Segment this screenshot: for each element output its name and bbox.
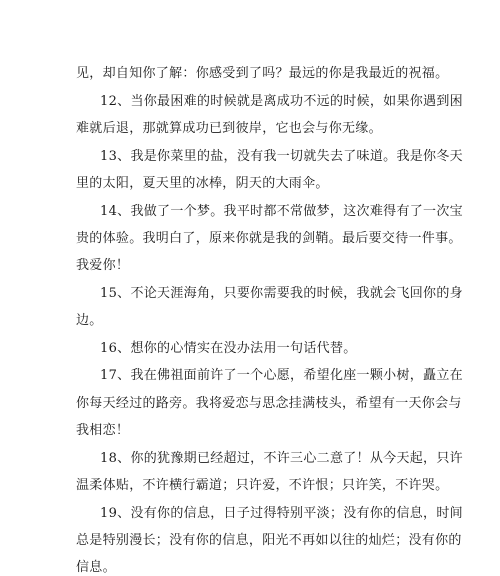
- text-line: 总是特别漫长；没有你的信息，阳光不再如以往的灿烂；没有你的: [76, 533, 462, 548]
- text-line: 里的太阳，夏天里的冰棒，阴天的大雨伞。: [76, 176, 329, 191]
- text-line: 温柔体贴，不许横行霸道；只许爱，不许恨；只许笑，不许哭。: [76, 478, 449, 493]
- text-line: 14、我做了一个梦。我平时都不常做梦，这次难得有了一次宝: [100, 204, 463, 219]
- text-line: 贵的体验。我明白了，原来你就是我的剑鞘。最后要交待一件事。: [76, 231, 462, 246]
- text-line: 我相恋！: [76, 423, 130, 438]
- text-line: 19、没有你的信息，日子过得特别平淡；没有你的信息，时间: [100, 506, 463, 521]
- text-line: 信息。: [76, 560, 116, 575]
- text-line: 13、我是你菜里的盐，没有我一切就失去了味道。我是你冬天: [100, 149, 463, 164]
- text-line: 你每天经过的路旁。我将爱恋与思念挂满枝头，希望有一天你会与: [76, 396, 462, 411]
- text-line: 16、想你的心情实在没办法用一句话代替。: [100, 341, 357, 356]
- text-line: 我爱你！: [76, 258, 130, 273]
- text-line: 15、不论天涯海角，只要你需要我的时候，我就会飞回你的身: [100, 286, 463, 301]
- text-line: 17、我在佛祖面前许了一个心愿，希望化座一颗小树，矗立在: [100, 368, 463, 383]
- text-line: 边。: [76, 313, 103, 328]
- text-line: 见，却自知你了解：你感受到了吗？最远的你是我最近的祝福。: [76, 66, 449, 81]
- text-line: 难就后退，那就算成功已到彼岸，它也会与你无缘。: [76, 121, 382, 136]
- text-line: 12、当你最困难的时候就是离成功不远的时候，如果你遇到困: [100, 94, 463, 109]
- text-line: 18、你的犹豫期已经超过，不许三心二意了！从今天起，只许: [100, 451, 463, 466]
